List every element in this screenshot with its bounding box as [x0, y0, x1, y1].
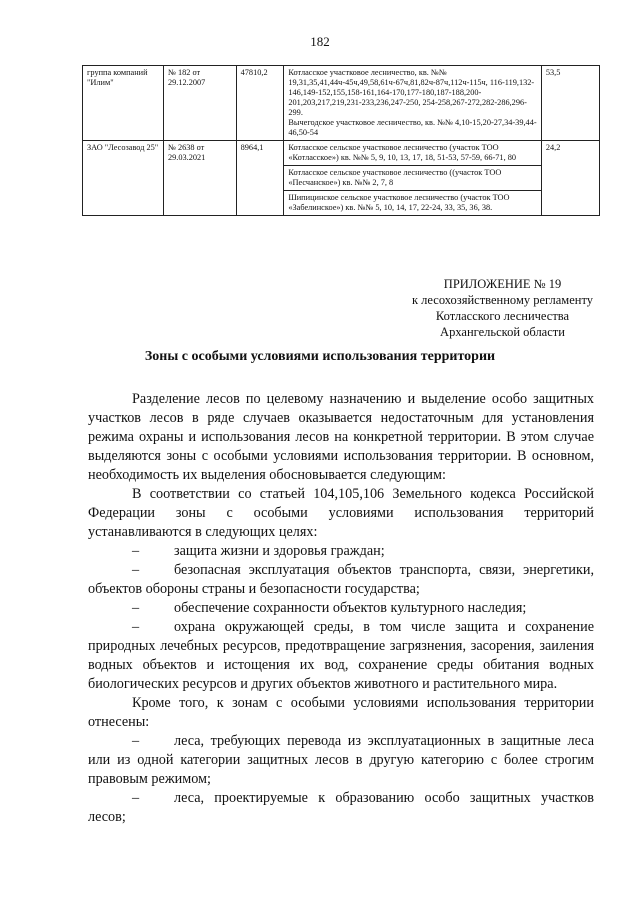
- table-cell-location: Котласское сельское участковое лесничество ((участок ТОО «Песчанское») кв. №№ 2, 7, 8: [284, 166, 541, 191]
- page-number: 182: [310, 34, 330, 49]
- list-item-goal: [88, 599, 594, 618]
- dash-marker: –: [132, 600, 140, 616]
- table-cell-value: 53,5: [541, 66, 599, 141]
- dash-marker: –: [132, 543, 140, 559]
- table-cell-location: Котласское участковое лесничество, кв. №№ 19,31,35,41,44ч-45ч,49,58,61ч-67ч,81,82ч-87ч,112ч-115ч, 116-119,132-146,149-152,155,158-161,164-170,177-180,187-188,200-201,203,217,219,231-233,236,247-250, 254-258,267-272,282-286,296-299. Вычегодское участковое лесничество, кв. №№ 4,10-15,20-27,34-39,44-46,50-54: [284, 66, 541, 141]
- table-cell-org: группа компаний "Илим": [83, 66, 164, 141]
- dash-marker: –: [132, 562, 140, 578]
- table-cell-org: ЗАО "Лесозавод 25": [83, 141, 164, 216]
- dash-marker: –: [132, 619, 140, 635]
- appendix-regulation: к лесохозяйственному регламенту: [411, 293, 594, 307]
- table-row: [83, 66, 600, 141]
- lease-table: [82, 65, 600, 216]
- appendix-header: [390, 276, 615, 340]
- table-cell-area: 47810,2: [236, 66, 284, 141]
- table-cell-location: Котласское сельское участковое лесничество (участок ТОО «Котласское») кв. №№ 5, 9, 10, 13, 17, 18, 51-53, 57-59, 66-71, 80: [284, 141, 541, 166]
- table-cell-contract: № 2638 от 29.03.2021: [163, 141, 236, 216]
- body-text: [88, 390, 594, 827]
- table-cell-value: 24,2: [541, 141, 599, 216]
- list-item-text: обеспечение сохранности объектов культурного наследия;: [174, 600, 527, 616]
- list-item-text: леса, требующих перевода из эксплуатационных в защитные леса или из одной категории защитных лесов в другую категорию с более строгим правовым режимом;: [88, 733, 594, 787]
- list-item-goal: [88, 561, 594, 599]
- appendix-forestry: Котласского лесничества: [435, 309, 570, 323]
- appendix-number: ПРИЛОЖЕНИЕ № 19: [443, 277, 562, 291]
- table-cell-area: 8964,1: [236, 141, 284, 216]
- section-title: Зоны с особыми условиями использования территории: [144, 349, 496, 364]
- paragraph-land-code: В соответствии со статьей 104,105,106 Земельного кодекса Российской Федерации зоны с особыми условиями использования территорий устанавливаются в следующих целях:: [88, 486, 594, 540]
- list-item-text: охрана окружающей среды, в том числе защита и сохранение природных лечебных ресурсов, предотвращение загрязнения, засорения, заиления водных объектов и истощения их вод, сохранение среды обитания водных биологических ресурсов и других объектов животного и растительного мира.: [88, 619, 594, 692]
- dash-marker: –: [132, 790, 140, 806]
- dash-marker: –: [132, 733, 140, 749]
- list-item-zone: [88, 789, 594, 827]
- paragraph-intro: Разделение лесов по целевому назначению и выделение особо защитных участков лесов в ряде случаев оказывается недостаточным для установления режима охраны и использования лесов на конкретной территории. В этом случае выделяются зоны с особыми условиями использования территории. В основном, необходимость их выделения обосновывается следующим:: [88, 391, 594, 483]
- list-item-text: безопасная эксплуатация объектов транспорта, связи, энергетики, объектов обороны страны и безопасности государства;: [88, 562, 594, 597]
- list-item-goal: [88, 542, 594, 561]
- paragraph-additional: Кроме того, к зонам с особыми условиями использования территории отнесены:: [88, 695, 594, 730]
- table-cell-location: Шипицинское сельское участковое лесничество (участок ТОО «Забелинское») кв. №№ 5, 10, 14, 17, 22-24, 33, 35, 36, 38.: [284, 191, 541, 216]
- list-item-text: леса, проектируемые к образованию особо защитных участков лесов;: [88, 790, 594, 825]
- table-cell-contract: № 182 от 29.12.2007: [163, 66, 236, 141]
- list-item-zone: [88, 732, 594, 789]
- list-item-goal: [88, 618, 594, 694]
- list-item-text: защита жизни и здоровья граждан;: [174, 543, 385, 559]
- appendix-region: Архангельской области: [440, 325, 565, 339]
- table-row: [83, 141, 600, 166]
